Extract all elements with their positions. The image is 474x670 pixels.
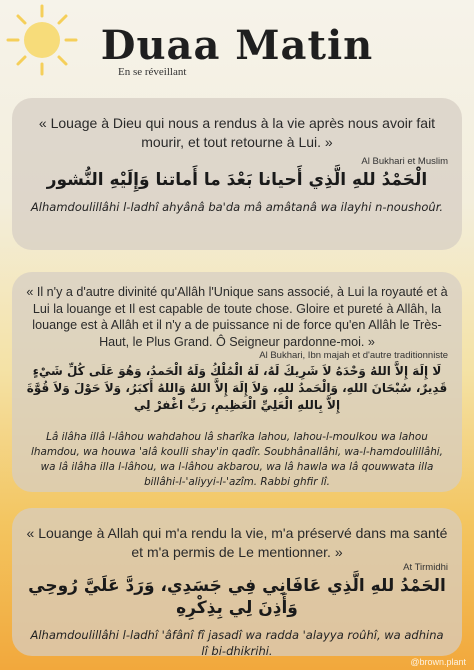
watermark: @brown.plant	[410, 657, 466, 667]
duaa-card-1	[12, 98, 462, 250]
source-reference: At Tirmidhi	[403, 562, 448, 573]
transliteration: Alhamdoulillâhi l-ladhî 'âfânî fî jasadî wa radda 'alayya roûhî, wa adhina lî bi-dhikrihi.	[30, 628, 444, 658]
page-title: Duaa Matin	[100, 22, 374, 69]
transliteration: Alhamdoulillâhi l-ladhî ahyânâ ba'da mâ amâtanâ wa ilayhi n-noushoûr.	[30, 200, 444, 214]
arabic-text: الْحَمْدُ للهِ الَّذِي أَحيانا بَعْدَ ما أَماتنا وَإِلَيْهِ النُّشور	[46, 170, 428, 190]
transliteration: Lâ ilâha illâ l-lâhou wahdahou lâ sharîka lahou, lahou-l-moulkou wa lahou lhamdou, wa houwa 'alâ koulli shay'in qadîr. Soubhânallâhi, wa-l-hamdoulillâhi, wa lâ ilâha illa l-lâhou, wa l-lâhou akbarou, wa lâ hawla wa lâ qouwwata illa billâhi-l-'aliyyi-l-'azîm. Rabbi ghfir lî.	[30, 431, 443, 488]
french-translation: « Il n'y a d'autre divinité qu'Allâh l'Unique sans associé, à Lui la royauté et à Lui la louange et Il est capable de toute chose. Gloire et pureté à Allâh, la louange est à Allâh et il n'y a de puissance ni de force qu'en Allâh le Très-Haut, le Plus Grand. Ô Seigneur pardonne-moi. »	[26, 285, 448, 349]
page-subtitle: En se réveillant	[118, 66, 187, 78]
source-reference: Al Bukhari et Muslim	[361, 156, 448, 167]
arabic-text: الحَمْدُ للهِ الَّذِي عَافَانِي فِي جَسَدِي، وَرَدَّ عَلَيَّ رُوحِي وَأَذِنَ لِي بِذِكْرِهِ	[28, 576, 446, 618]
french-translation: « Louange à Allah qui m'a rendu la vie, m'a préservé dans ma santé et m'a permis de Le mentionner. »	[26, 525, 448, 560]
french-translation: « Louage à Dieu qui nous a rendus à la vie après nous avoir fait mourir, et tout retourne à Lui. »	[38, 115, 436, 150]
arabic-text: لَا إِلَهَ إِلاَّ اللهُ وَحْدَهُ لاَ شَرِيكَ لَهُ، لَهُ الْمُلْكُ وَلَهُ الْحَمدُ، وَهُوَ عَلَى كُلِّ شَيْءٍ قَدِيرٌ، سُبْحَانَ اللهِ، وَالْحَمدُ للهِ، وَلاَ إِلَهَ إِلاَّ اللهُ وَاللهُ أَكبَرُ، وَلاَ حَوْلَ وَلاَ قُوَّةَ إِلاَّ بِاللهِ الْعَلِيِّ الْعَظِيمِ، رَبِّ اغْفرْ لِي	[26, 364, 448, 412]
source-reference: Al Bukhari, Ibn majah et d'autre traditionniste	[259, 350, 448, 361]
duaa-card-2	[12, 272, 462, 492]
duaa-card-3	[12, 508, 462, 656]
